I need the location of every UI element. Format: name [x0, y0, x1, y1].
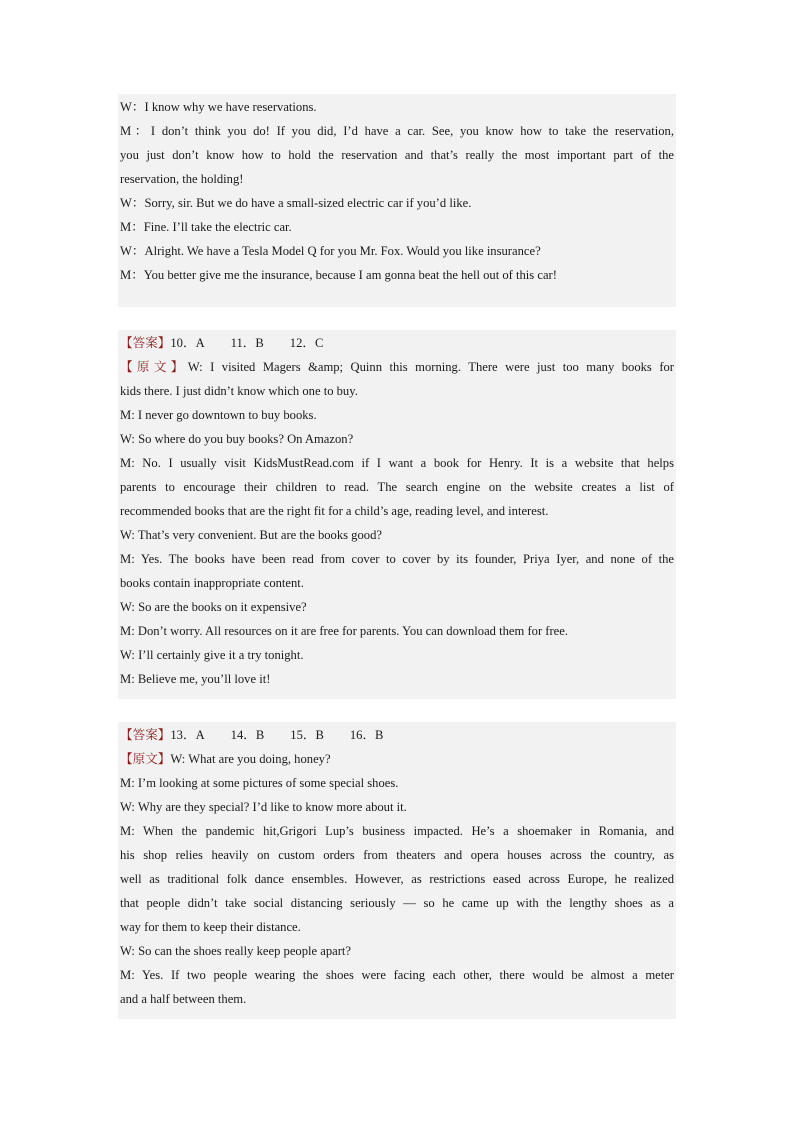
transcript-line	[120, 475, 674, 499]
transcript-text: well as traditional folk dance ensembles. However, as restrictions eased across Europe, he realized	[120, 872, 674, 886]
transcript-line	[120, 427, 674, 451]
transcript-line	[120, 667, 674, 691]
answer-item: 13．A	[170, 728, 205, 742]
transcript-line	[120, 403, 674, 427]
transcript-text: and a half between them.	[120, 992, 247, 1006]
dialogue-line	[120, 263, 674, 287]
transcript-line	[120, 987, 674, 1011]
dialogue-line	[120, 119, 674, 143]
transcript-text: M: When the pandemic hit,Grigori Lup’s business impacted. He’s a shoemaker in Romania, and	[120, 824, 674, 838]
transcript-line	[120, 523, 674, 547]
transcript-line	[120, 939, 674, 963]
answer-label: 【答案】	[120, 728, 171, 742]
answer-label: 【答案】	[120, 336, 171, 350]
answer-item: 10．A	[170, 336, 205, 350]
dialogue-text: you just don’t know how to hold the reservation and that’s really the most important part of the	[120, 148, 674, 162]
transcript-text: M: Yes. The books have been read from cover to cover by its founder, Priya Iyer, and none of the	[120, 552, 674, 566]
transcript-text: recommended books that are the right fit for a child’s age, reading level, and interest.	[120, 504, 549, 518]
transcript-line	[120, 891, 674, 915]
transcript-text: parents to encourage their children to read. The search engine on the website creates a list of	[120, 480, 674, 494]
dialogue-text: You better give me the insurance, because I am gonna beat the hell out of this car!	[143, 268, 557, 282]
original-label: 【原文】	[120, 360, 188, 374]
transcript-text: W: I visited Magers &amp; Quinn this morning. There were just too many books for	[187, 360, 674, 374]
transcript-text: his shop relies heavily on custom orders from theaters and opera houses across the country, as	[120, 848, 674, 862]
transcript-line	[120, 643, 674, 667]
transcript-text: books contain inappropriate content.	[120, 576, 304, 590]
speaker-label: M：	[120, 124, 151, 138]
transcript-text: W: I’ll certainly give it a try tonight.	[120, 648, 304, 662]
transcript-line	[120, 843, 674, 867]
transcript-text: W: So are the books on it expensive?	[120, 600, 307, 614]
transcript-line	[120, 571, 674, 595]
transcript-line	[120, 915, 674, 939]
original-label: 【原文】	[120, 752, 171, 766]
transcript-line	[120, 595, 674, 619]
transcript-text: way for them to keep their distance.	[120, 920, 301, 934]
transcript-line	[120, 867, 674, 891]
transcript-text: W: That’s very convenient. But are the books good?	[120, 528, 382, 542]
dialogue-text: Fine. I’ll take the electric car.	[143, 220, 292, 234]
transcript-line	[120, 963, 674, 987]
answer-item: 15．B	[290, 728, 324, 742]
answer-block-13-16	[118, 722, 676, 1019]
speaker-label: W：	[120, 196, 145, 210]
transcript-text: M: Don’t worry. All resources on it are free for parents. You can download them for free.	[120, 624, 568, 638]
dialogue-line	[120, 191, 674, 215]
transcript-text: M: I never go downtown to buy books.	[120, 408, 317, 422]
transcript-text: W: So can the shoes really keep people apart?	[120, 944, 352, 958]
dialogue-line	[120, 239, 674, 263]
transcript-text: W: What are you doing, honey?	[170, 752, 331, 766]
dialogue-text: I don’t think you do! If you did, I’d have a car. See, you know how to take the reservation,	[150, 124, 675, 138]
dialogue-text: I know why we have reservations.	[144, 100, 317, 114]
answer-item: 16．B	[349, 728, 384, 742]
transcript-text: M: I’m looking at some pictures of some special shoes.	[120, 776, 399, 790]
dialogue-text: Sorry, sir. But we do have a small-sized electric car if you’d like.	[144, 196, 472, 210]
transcript-text: M: Believe me, you’ll love it!	[120, 672, 271, 686]
transcript-line	[120, 547, 674, 571]
transcript-text: kids there. I just didn’t know which one to buy.	[120, 384, 358, 398]
transcript-line	[120, 771, 674, 795]
speaker-label: M：	[120, 268, 144, 282]
answer-item: 12．C	[289, 336, 324, 350]
transcript-line	[120, 451, 674, 475]
dialogue-line	[120, 143, 674, 167]
dialogue-text: reservation, the holding!	[120, 172, 244, 186]
transcript-text: W: Why are they special? I’d like to know more about it.	[120, 800, 407, 814]
speaker-label: W：	[120, 100, 145, 114]
transcript-text: W: So where do you buy books? On Amazon?	[120, 432, 354, 446]
transcript-text: that people didn’t take social distancing seriously — so he came up with the lengthy shoes as a	[120, 896, 674, 910]
transcript-text: M: Yes. If two people wearing the shoes were facing each other, there would be almost a meter	[120, 968, 674, 982]
transcript-line	[120, 795, 674, 819]
answer-line	[120, 723, 674, 747]
dialogue-line	[120, 215, 674, 239]
speaker-label: W：	[120, 244, 145, 258]
dialogue-line	[120, 95, 674, 119]
transcript-line	[120, 747, 674, 771]
transcript-line	[120, 379, 674, 403]
answer-item: 11．B	[230, 336, 264, 350]
answer-item: 14．B	[230, 728, 265, 742]
transcript-line	[120, 819, 674, 843]
transcript-text: M: No. I usually visit KidsMustRead.com if I want a book for Henry. It is a website that helps	[120, 456, 674, 470]
transcript-line	[120, 619, 674, 643]
answer-block-10-12	[118, 330, 676, 699]
speaker-label: M：	[120, 220, 144, 234]
dialogue-block-1	[118, 94, 676, 307]
transcript-line	[120, 499, 674, 523]
dialogue-text: Alright. We have a Tesla Model Q for you Mr. Fox. Would you like insurance?	[144, 244, 541, 258]
answer-line	[120, 331, 674, 355]
dialogue-line	[120, 167, 674, 191]
transcript-line	[120, 355, 674, 379]
